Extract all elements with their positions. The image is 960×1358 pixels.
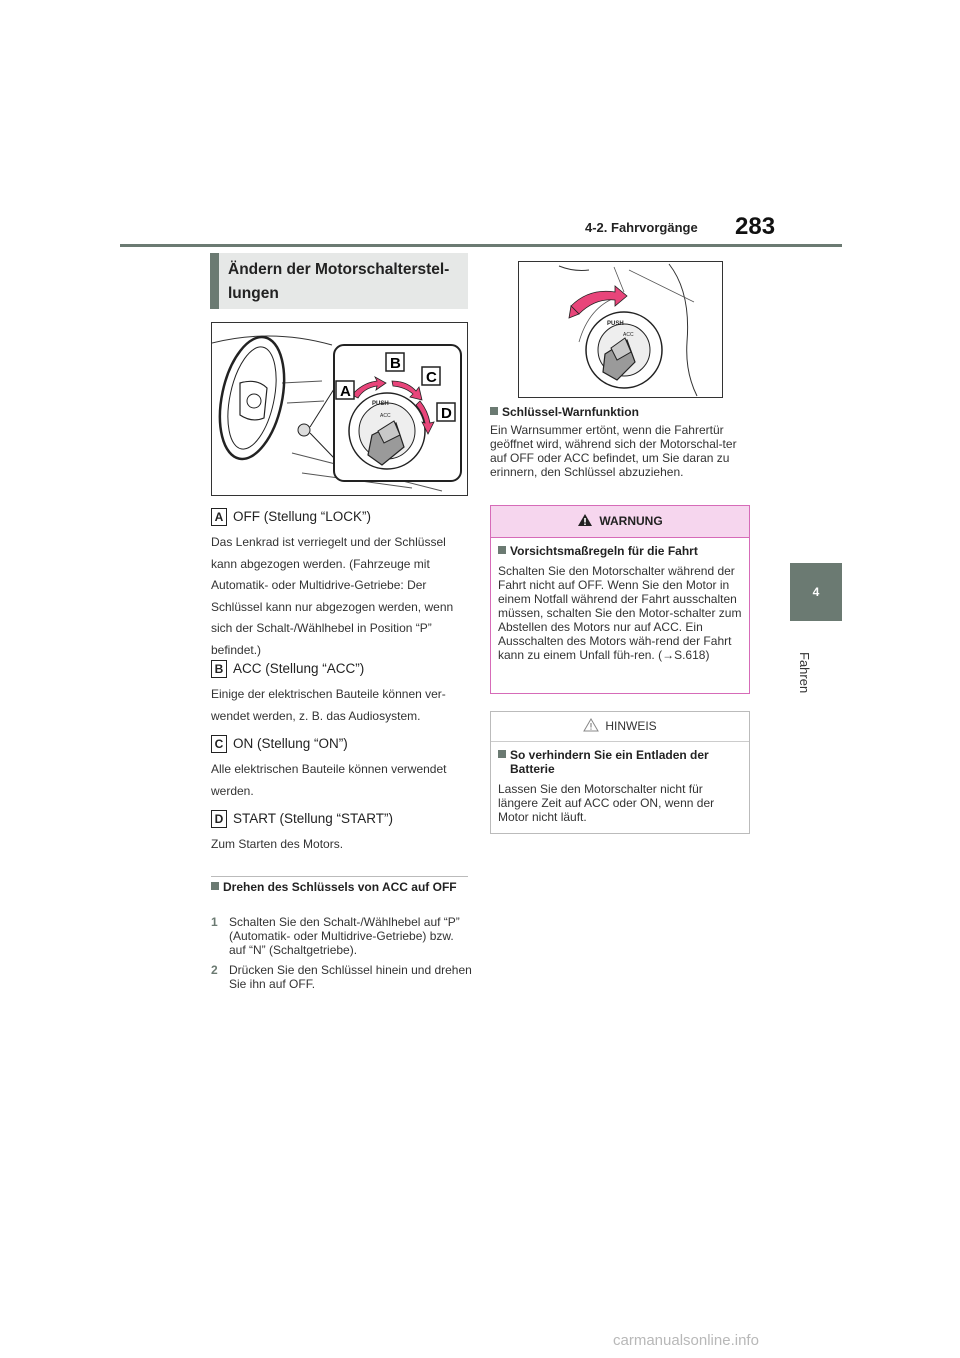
notice-label: HINWEIS xyxy=(605,719,657,733)
warning-title: Vorsichtsmaßregeln für die Fahrt xyxy=(510,544,698,558)
notice-title-row xyxy=(498,748,743,776)
square-bullet-icon xyxy=(490,407,498,415)
acc-text: ACC xyxy=(623,332,634,338)
step-text: Schalten Sie den Schalt-/Wählhebel auf “P” (Automatik- oder Multidrive-Getriebe) bzw. auf “N” (Schaltgetriebe). xyxy=(229,915,460,957)
acc-text: ACC xyxy=(380,413,391,419)
push-text: PUSH xyxy=(607,321,624,327)
step-text: Drücken Sie den Schlüssel hinein und drehen Sie ihn auf OFF. xyxy=(229,963,472,991)
key-warning-heading xyxy=(490,405,750,419)
position-title: OFF (Stellung “LOCK”) xyxy=(233,509,372,524)
notice-title: So verhindern Sie ein Entladen der Batterie xyxy=(510,748,709,776)
step-list xyxy=(211,915,473,997)
footer-watermark[interactable]: carmanualsonline.info xyxy=(613,1332,759,1349)
position-on xyxy=(211,734,471,802)
badge-d: D xyxy=(211,810,227,828)
position-lock xyxy=(211,507,471,661)
warning-title-row xyxy=(498,544,743,558)
step-item xyxy=(211,915,473,957)
fig1-label-d: D xyxy=(441,405,452,422)
ignition-illustration xyxy=(212,323,467,495)
section-title: 4-2. Fahrvorgänge xyxy=(585,220,698,235)
step-item xyxy=(211,963,473,991)
page-number: 283 xyxy=(735,213,776,240)
fig1-label-a: A xyxy=(340,383,351,400)
warning-header xyxy=(491,506,749,538)
position-description: Das Lenkrad ist verriegelt und der Schlüssel kann abgezogen werden. (Fahrzeuge mit Automatik- oder Multidrive-Getriebe: Der Schlüssel kann nur abgezogen werden, wenn sich der Schalt-/Wählhebel in Position “P” befindet.) xyxy=(211,535,454,657)
key-warning-text: Ein Warnsummer ertönt, wenn die Fahrertür geöffnet wird, während sich der Motorschal-ter auf OFF oder ACC befindet, um Sie daran zu erinnern, den Schlüssel abzuziehen. xyxy=(490,423,737,479)
subsection-title: Drehen des Schlüssels von ACC auf OFF xyxy=(223,880,457,894)
warning-triangle-icon xyxy=(577,513,593,527)
key-illustration xyxy=(519,262,722,397)
position-title: ACC (Stellung “ACC”) xyxy=(233,661,365,676)
chapter-tab[interactable]: 4 xyxy=(790,563,842,621)
square-bullet-icon xyxy=(211,882,219,890)
notice-header xyxy=(491,712,749,742)
warning-text: Schalten Sie den Motorschalter während der Fahrt nicht auf OFF. Wenn Sie den Motor in einem Notfall während der Fahrt ausschalten müssen, schalten Sie den Motor-schalter zum Abstellen des Motors nur auf ACC. Ein Ausschalten des Motors wäh-rend der Fahrt kann zu einem Unfall füh-ren. (→S.618) xyxy=(498,564,742,662)
key-warning-title: Schlüssel-Warnfunktion xyxy=(502,405,639,419)
key-figure xyxy=(518,261,723,398)
position-title: ON (Stellung “ON”) xyxy=(233,736,348,751)
badge-c: C xyxy=(211,735,227,753)
square-bullet-icon xyxy=(498,546,506,554)
caution-outline-icon xyxy=(583,718,599,732)
header-rule xyxy=(120,244,842,247)
step-number: 2 xyxy=(211,963,218,977)
notice-text: Lassen Sie den Motorschalter nicht für längere Zeit auf ACC oder ON, wenn der Motor nicht läuft. xyxy=(498,782,715,824)
position-acc xyxy=(211,659,471,727)
ignition-figure xyxy=(211,322,468,496)
push-text: PUSH xyxy=(372,401,389,407)
position-description: Alle elektrischen Bauteile können verwendet werden. xyxy=(211,762,447,798)
fig1-label-b: B xyxy=(390,355,401,372)
square-bullet-icon xyxy=(498,750,506,758)
chapter-label: Fahren xyxy=(797,652,812,694)
badge-b: B xyxy=(211,660,227,678)
notice-box xyxy=(490,711,750,834)
section-heading: Ändern der Motorschalterstel-lungen xyxy=(210,253,468,309)
warning-box xyxy=(490,505,750,694)
badge-a: A xyxy=(211,508,227,526)
position-start xyxy=(211,809,471,856)
position-title: START (Stellung “START”) xyxy=(233,811,394,826)
subsection-rule xyxy=(211,876,468,877)
step-number: 1 xyxy=(211,915,218,929)
subsection-heading xyxy=(211,880,466,894)
position-description: Einige der elektrischen Bauteile können ver-wendet werden, z. B. das Audiosystem. xyxy=(211,687,446,723)
position-description: Zum Starten des Motors. xyxy=(211,837,344,851)
warning-label: WARNUNG xyxy=(599,514,663,528)
fig1-label-c: C xyxy=(426,369,437,386)
